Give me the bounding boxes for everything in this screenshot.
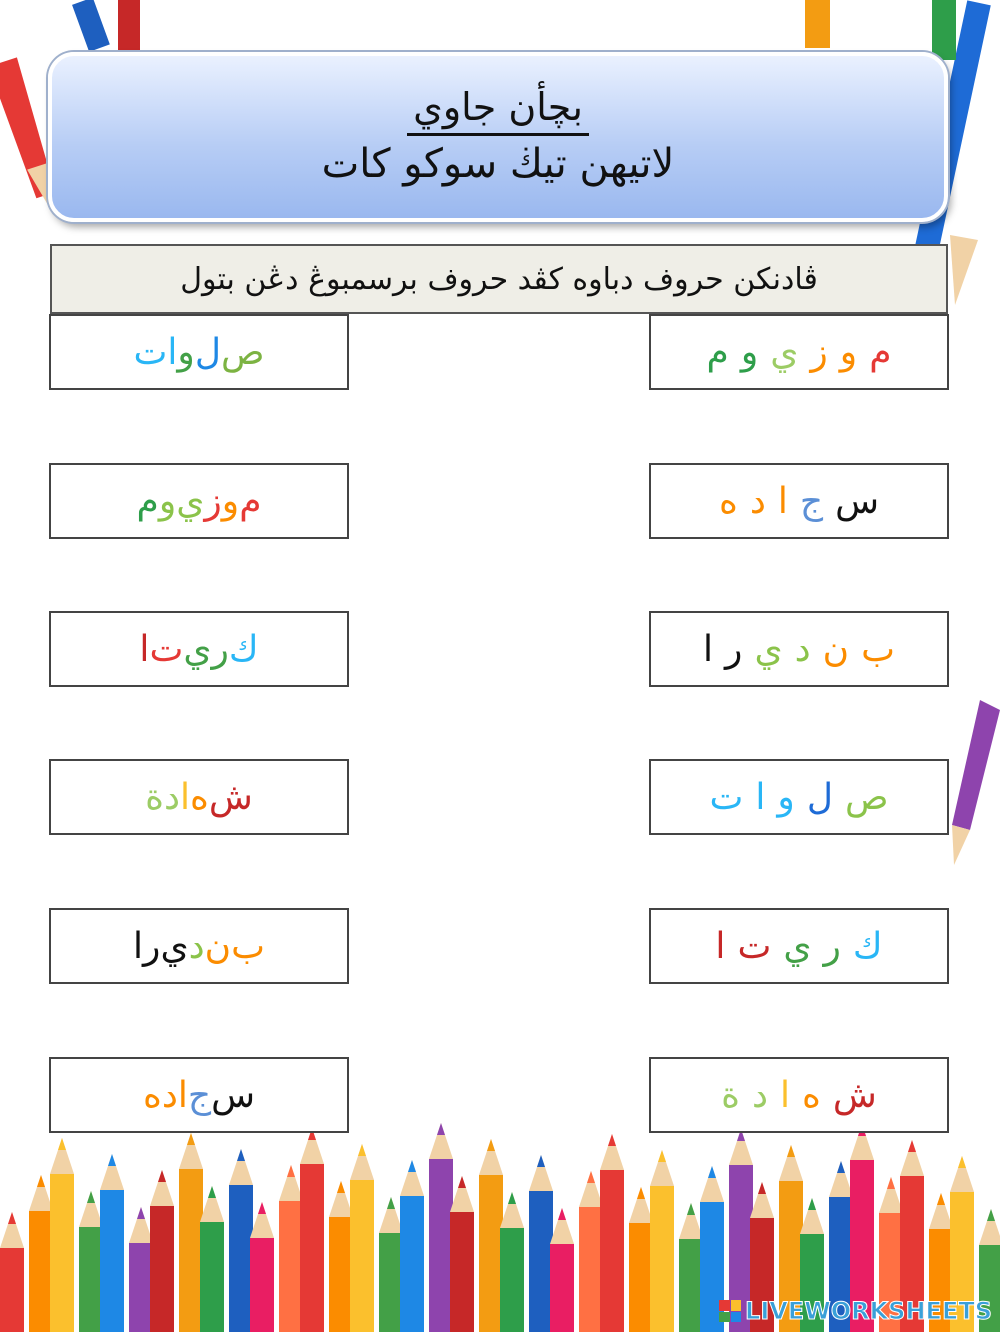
pencil-lead xyxy=(158,1170,166,1182)
pencil-shaft xyxy=(500,1228,524,1332)
pencil-shaft xyxy=(50,1174,74,1332)
word-letter: ه xyxy=(142,1074,162,1116)
word-letter: ش xyxy=(208,776,253,818)
separate-letter: ا xyxy=(755,776,766,818)
separate-letter: ر xyxy=(823,925,841,967)
word-letter: ا xyxy=(167,331,178,373)
word-letter: ة xyxy=(145,776,164,818)
separate-letter: ك xyxy=(852,925,883,967)
separate-letter: ي xyxy=(783,925,812,967)
separate-letter: ت xyxy=(709,776,744,818)
word-letter: ن xyxy=(204,925,232,967)
pencil-lead xyxy=(558,1208,566,1220)
separate-letter: د xyxy=(794,628,811,670)
title-heading: بچأن جاوي xyxy=(407,83,589,136)
word-letter: ر xyxy=(211,628,229,670)
pencil-lead xyxy=(387,1197,395,1209)
pencil-lead xyxy=(908,1140,916,1152)
pencil-lead xyxy=(437,1123,445,1135)
separate-letter: ج xyxy=(799,480,824,522)
word-letter: س xyxy=(211,1074,256,1116)
word-letter: ك xyxy=(228,628,259,670)
word-letter: ي xyxy=(183,628,212,670)
pencil-shaft xyxy=(550,1244,574,1332)
instruction-text: ڤادنکن حروف دباوه کڤد حروف برسمبوڠ دڠن بتول xyxy=(50,244,948,314)
word-letter: ه xyxy=(190,776,209,818)
pencil-shaft xyxy=(100,1190,124,1332)
answer-box-word[interactable] xyxy=(49,1057,349,1133)
separate-letter: و xyxy=(740,331,759,373)
pencil-lead xyxy=(187,1133,195,1145)
pencil-shaft xyxy=(650,1186,674,1332)
separate-letter: ل xyxy=(806,776,833,818)
pencil-shaft xyxy=(529,1191,553,1332)
word-letter: ت xyxy=(133,331,168,373)
word-letter: ي xyxy=(176,480,205,522)
pencil-lead xyxy=(487,1139,495,1151)
pencil-lead xyxy=(808,1198,816,1210)
word-letter: ل xyxy=(194,331,221,373)
question-box-letters[interactable] xyxy=(649,611,949,687)
pencil-lead xyxy=(537,1155,545,1167)
pencil-lead xyxy=(37,1175,45,1187)
pencil-lead xyxy=(258,1202,266,1214)
question-box-letters[interactable] xyxy=(649,908,949,984)
pencil-shaft xyxy=(179,1169,203,1332)
question-box-letters[interactable] xyxy=(649,1057,949,1133)
separate-letter: ي xyxy=(754,628,783,670)
word-letter: م xyxy=(136,480,159,522)
pencil-shaft xyxy=(250,1238,274,1332)
word-letter: ج xyxy=(187,1074,212,1116)
pencil-shaft xyxy=(29,1211,53,1332)
answer-box-word[interactable] xyxy=(49,611,349,687)
liveworksheets-logo-icon xyxy=(719,1300,741,1322)
pencil-lead xyxy=(508,1192,516,1204)
pencil-lead xyxy=(887,1177,895,1189)
pencil-shaft xyxy=(479,1175,503,1332)
pencil-shaft xyxy=(0,1248,24,1332)
pencil-lead xyxy=(687,1203,695,1215)
separate-letter: ه xyxy=(718,480,738,522)
pencil-lead xyxy=(787,1145,795,1157)
pencil-shaft xyxy=(629,1223,653,1332)
pencil-shaft xyxy=(279,1201,303,1332)
pencil-lead xyxy=(658,1150,666,1162)
pencil-shaft xyxy=(350,1180,374,1332)
title-banner xyxy=(48,52,948,222)
word-letter: ص xyxy=(220,331,265,373)
separate-letter: ن xyxy=(822,628,850,670)
separate-letter: ه xyxy=(802,1074,821,1116)
word-letter: ا xyxy=(180,776,191,818)
answer-box-word[interactable] xyxy=(49,314,349,390)
separate-letter: م xyxy=(869,331,892,373)
word-letter: ر xyxy=(143,925,161,967)
word-letter: و xyxy=(177,331,195,373)
word-letter: و xyxy=(221,480,240,522)
question-box-letters[interactable] xyxy=(649,759,949,835)
separate-letter: ا xyxy=(777,480,788,522)
word-letter: ت xyxy=(149,628,184,670)
separate-letter: د xyxy=(749,480,766,522)
pencil-lead xyxy=(408,1160,416,1172)
pencil-lead xyxy=(287,1165,295,1177)
question-box-letters[interactable] xyxy=(649,314,949,390)
separate-letter: ر xyxy=(725,628,743,670)
pencil-lead xyxy=(358,1144,366,1156)
pencil-shaft xyxy=(379,1233,403,1332)
word-letter: د xyxy=(161,1074,178,1116)
pencil-shaft xyxy=(429,1159,453,1332)
pencil-lead xyxy=(608,1134,616,1146)
pencil-shaft xyxy=(329,1217,353,1332)
pencil-shaft xyxy=(79,1227,103,1332)
separate-letter: ص xyxy=(844,776,889,818)
separate-letter: و xyxy=(777,776,795,818)
pencil-lead xyxy=(58,1138,66,1150)
separate-letter: ا xyxy=(703,628,714,670)
pencil-shaft xyxy=(229,1185,253,1332)
separate-letter: ا xyxy=(780,1074,791,1116)
pencil-shaft xyxy=(600,1170,624,1332)
word-letter: ي xyxy=(160,925,189,967)
pencil-shaft xyxy=(129,1243,153,1332)
separate-letter: و xyxy=(839,331,858,373)
word-letter: د xyxy=(188,925,205,967)
pencil-shaft xyxy=(300,1164,324,1332)
pencil-decoration-side xyxy=(940,700,1000,870)
pencil-shaft xyxy=(150,1206,174,1332)
pencil-lead xyxy=(708,1166,716,1178)
pencil-lead xyxy=(337,1181,345,1193)
separate-letter: ش xyxy=(832,1074,877,1116)
pencil-lead xyxy=(87,1191,95,1203)
separate-letter: ب xyxy=(861,628,895,670)
pencil-shaft xyxy=(679,1239,703,1332)
separate-letter: د xyxy=(752,1074,769,1116)
separate-letter: ا xyxy=(715,925,726,967)
pencil-shaft xyxy=(200,1222,224,1332)
pencil-lead xyxy=(937,1193,945,1205)
pencil-lead xyxy=(137,1207,145,1219)
pencil-lead xyxy=(208,1186,216,1198)
pencil-shaft xyxy=(579,1207,603,1332)
pencil-lead xyxy=(637,1187,645,1199)
pencil-shaft xyxy=(450,1212,474,1332)
liveworksheets-watermark xyxy=(719,1296,992,1326)
answer-box-word[interactable] xyxy=(49,908,349,984)
pencil-lead xyxy=(8,1212,16,1224)
word-letter: ا xyxy=(177,1074,188,1116)
separate-letter: ز xyxy=(810,331,828,373)
word-letter: ا xyxy=(133,925,144,967)
word-letter: م xyxy=(239,480,262,522)
answer-box-word[interactable] xyxy=(49,463,349,539)
word-letter: ب xyxy=(231,925,265,967)
pencil-lead xyxy=(587,1171,595,1183)
separate-letter: ة xyxy=(721,1074,740,1116)
question-box-letters[interactable] xyxy=(649,463,949,539)
word-letter: د xyxy=(164,776,181,818)
answer-box-word[interactable] xyxy=(49,759,349,835)
pencil-lead xyxy=(958,1156,966,1168)
word-letter: ز xyxy=(204,480,222,522)
pencil-lead xyxy=(837,1161,845,1173)
separate-letter: ي xyxy=(770,331,799,373)
separate-letter: م xyxy=(706,331,729,373)
separate-letter: س xyxy=(835,480,880,522)
watermark-text: LIVEWORKSHEETS xyxy=(745,1297,992,1325)
pencil-lead xyxy=(987,1209,995,1221)
pencil-lead xyxy=(237,1149,245,1161)
pencil-shaft xyxy=(400,1196,424,1332)
word-letter: و xyxy=(158,480,177,522)
word-letter: ا xyxy=(139,628,150,670)
pencil-lead xyxy=(758,1182,766,1194)
pencil-lead xyxy=(458,1176,466,1188)
title-subheading: لاتيهن تيڬ سوكو كات xyxy=(321,140,675,187)
separate-letter: ت xyxy=(737,925,772,967)
pencil-lead xyxy=(108,1154,116,1166)
